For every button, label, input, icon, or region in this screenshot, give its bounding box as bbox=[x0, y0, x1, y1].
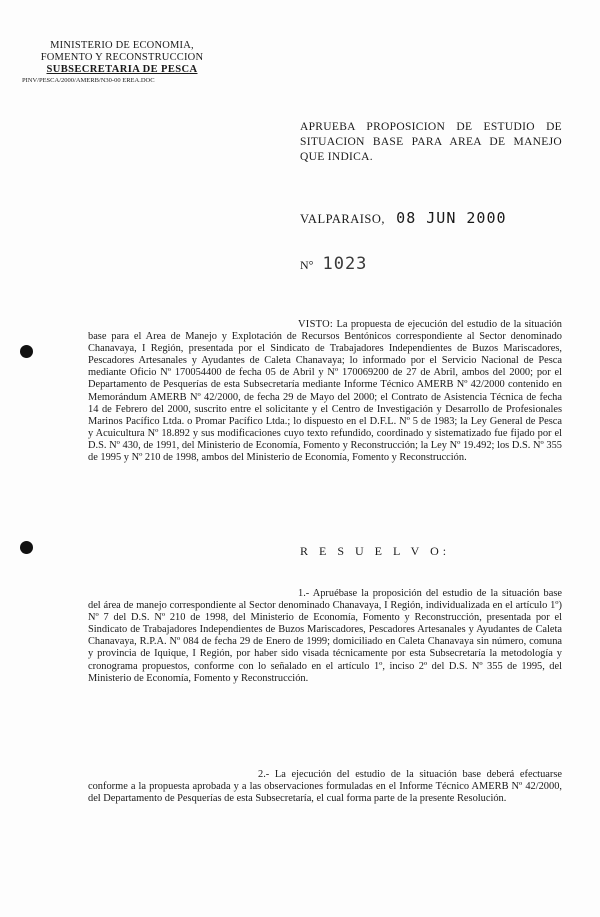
article-2-lead: 2.- bbox=[258, 769, 270, 780]
letterhead-ministry: MINISTERIO DE ECONOMIA, bbox=[50, 40, 194, 51]
number-label: N° bbox=[300, 258, 314, 272]
resuelvo-heading: R E S U E L V O: bbox=[300, 544, 451, 558]
binder-hole-icon bbox=[20, 541, 33, 554]
article-1-paragraph bbox=[88, 588, 562, 685]
place-date bbox=[300, 209, 560, 227]
date-stamp: 08 JUN 2000 bbox=[396, 209, 507, 227]
document-subject: APRUEBA PROPOSICION DE ESTUDIO DE SITUACION BASE PARA AREA DE MANEJO QUE INDICA. bbox=[300, 121, 562, 163]
article-2-text: La ejecución del estudio de la situación base deberá efectuarse conforme a la propuesta aprobada y a las observaciones formuladas en el Informe Técnico AMERB Nº 42/2000, del Departamento de Pesquerías de esta Subsecretaría, el cual forma parte de la presente Resolución. bbox=[88, 769, 562, 805]
resolution-number bbox=[300, 254, 367, 274]
place-name: VALPARAISO, bbox=[300, 212, 386, 226]
letterhead-subsecretaria: SUBSECRETARIA DE PESCA bbox=[46, 64, 198, 75]
letterhead bbox=[22, 40, 222, 85]
letterhead-reference: PINV/PESCA/2000/AMERB/N30-00 EREA.DOC bbox=[22, 77, 155, 84]
letterhead-ministry-line2: FOMENTO Y RECONSTRUCCION bbox=[40, 52, 204, 63]
visto-text: La propuesta de ejecución del estudio de la situación base para el Area de Manejo y Explotación de Recursos Bentónicos correspondiente al Sector denominado Chanavaya, I Región, presentada por el Sindicato de Trabajadores Independientes de Buzos Mariscadores, Pescadores Artesanales y Ayudantes de Caleta Chanavaya; lo informado por el Servicio Nacional de Pesca mediante Oficio Nº 170054400 de fecha 05 de Abril y Nº 170069200 de 27 de Abril, ambos del 2000; por el Departamento de Pesquerías de esta Subsecretaría mediante Informe Técnico AMERB Nº 42/2000 contenido en Memorándum AMERB Nº 42/2000, de fecha 29 de Mayo del 2000; el Contrato de Asistencia Técnica de fecha 14 de Febrero del 2000, suscrito entre el solicitante y el Centro de Investigación y Desarrollo de Profesionales Marinos Pacífico Ltda. o Promar Pacífico Ltda.; lo dispuesto en el D.F.L. Nº 5 de 1983; la Ley General de Pesca y Acuicultura Nº 18.892 y sus modificaciones cuyo texto refundido, coordinado y sistematizado fue fijado por el D.S. Nº 430, de 1991, del Ministerio de Economía, Fomento y Reconstrucción; la Ley Nº 19.492; los D.S. Nº 355 de 1995 y Nº 210 de 1998, ambos del Ministerio de Economía, Fomento y Reconstrucción. bbox=[88, 319, 562, 464]
article-2-paragraph bbox=[88, 769, 562, 805]
binder-hole-icon bbox=[20, 345, 33, 358]
number-value: 1023 bbox=[322, 254, 368, 274]
article-1-lead: 1.- bbox=[298, 588, 310, 599]
article-1-text: Apruébase la proposición del estudio de la situación base del área de manejo correspondiente al Sector denominado Chanavaya, I Región, individualizada en el artículo 1º) Nº 7 del D.S. Nº 210 de 1998, del Ministerio de Economía, Fomento y Reconstrucción, presentada por el Sindicato de Trabajadores Independientes de Buzos Mariscadores, Pescadores Artesanales y Ayudantes de Caleta Chanavaya, R.P.A. Nº 084 de fecha 29 de Enero de 1999; domiciliado en Caleta Chanavaya sin número, comuna y provincia de Iquique, I Región, por haber sido visada técnicamente por esta Subsecretaría la metodología y cronograma propuestos, conforme con lo señalado en el artículo 1º, inciso 2º del D.S. Nº 355 de 1995, del Ministerio de Economía, Fomento y Reconstrucción. bbox=[88, 588, 562, 684]
visto-lead: VISTO: bbox=[298, 319, 334, 330]
visto-paragraph bbox=[88, 319, 562, 464]
